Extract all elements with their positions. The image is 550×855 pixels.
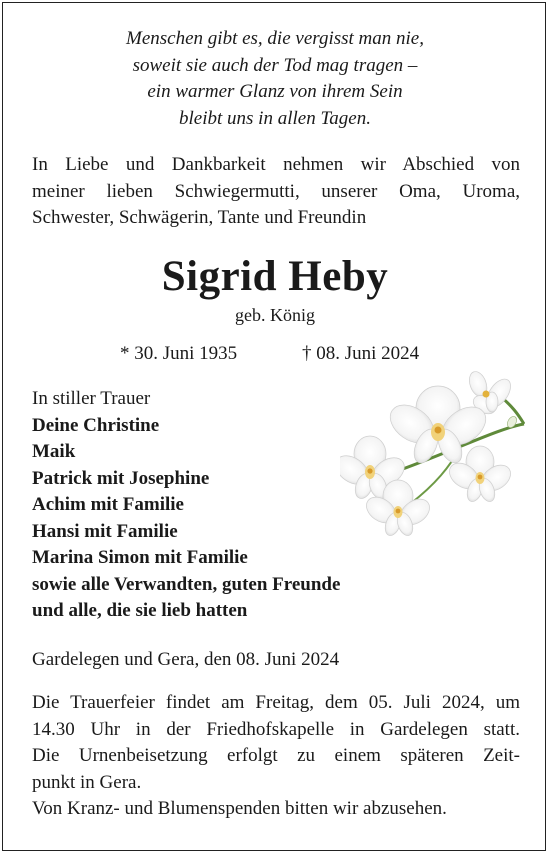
mourners-heading: In stiller Trauer <box>32 388 151 409</box>
funeral-line: 14.30 Uhr in der Friedhofskapelle in Gardelegen statt. <box>32 718 520 740</box>
death-date: † 08. Juni 2024 <box>302 343 420 364</box>
mourner-name: Hansi mit Familie <box>32 520 178 542</box>
intro-line: Schwester, Schwägerin, Tante und Freundin <box>32 207 367 228</box>
funeral-info <box>32 690 520 823</box>
intro-line: In Liebe und Dankbarkeit nehmen wir Abschied von <box>32 154 520 175</box>
poem-line: bleibt uns in allen Tagen. <box>179 107 371 129</box>
mourner-name: sowie alle Verwandten, guten Freunde <box>32 573 341 595</box>
orchid-branch-icon <box>340 366 525 546</box>
poem-line: ein warmer Glanz von ihrem Sein <box>147 81 403 102</box>
mourner-name: Patrick mit Josephine <box>32 467 210 489</box>
mourners-list <box>32 386 340 625</box>
deceased-birth-name: geb. König <box>235 305 315 325</box>
mourner-name: Deine Christine <box>32 414 160 436</box>
mourner-name: Maik <box>32 441 76 462</box>
farewell-intro <box>32 152 520 232</box>
mourner-name: Marina Simon mit Familie <box>32 547 248 568</box>
birth-date: * 30. Juni 1935 <box>120 343 238 364</box>
poem-line: soweit sie auch der Tod mag tragen – <box>132 54 418 76</box>
poem-line: Menschen gibt es, die vergisst man nie, <box>126 28 424 49</box>
funeral-line: Die Trauerfeier findet am Freitag, dem 05. Juli 2024, um <box>32 692 520 713</box>
place-and-date: Gardelegen und Gera, den 08. Juni 2024 <box>32 649 340 670</box>
funeral-line: Die Urnenbeisetzung erfolgt zu einem späteren Zeit- <box>32 745 520 766</box>
funeral-line: punkt in Gera. <box>32 771 142 793</box>
intro-line: meiner lieben Schwiegermutti, unserer Oma, Uroma, <box>32 180 520 202</box>
mourner-name: und alle, die sie lieb hatten <box>32 600 248 621</box>
mourner-name: Achim mit Familie <box>32 494 184 515</box>
funeral-line: Von Kranz- und Blumenspenden bitten wir abzusehen. <box>32 798 447 819</box>
poem-verse <box>0 26 550 132</box>
deceased-name: Sigrid Heby <box>161 253 389 300</box>
